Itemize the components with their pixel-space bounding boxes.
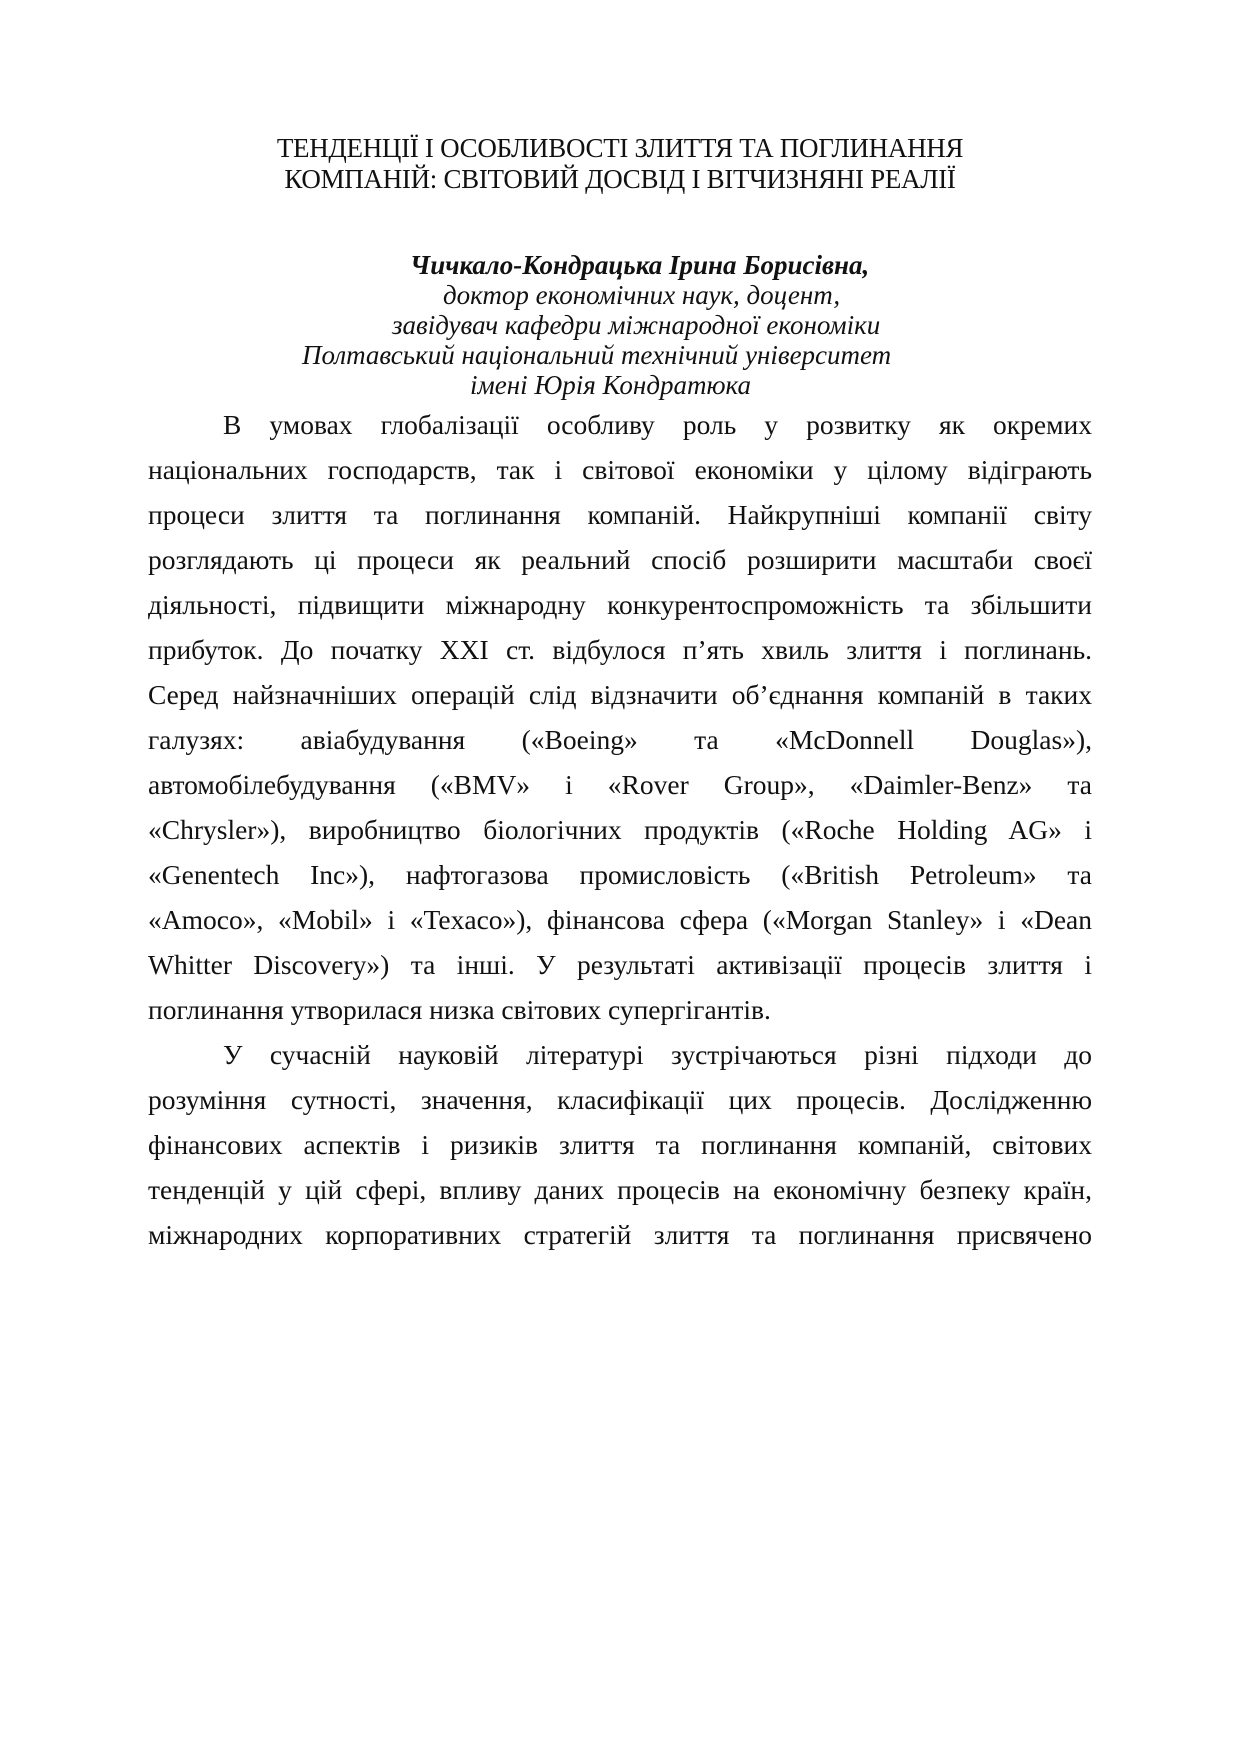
- text-line: розуміння сутності, значення, класифікації цих процесів. Дослідженню: [148, 1084, 1092, 1115]
- text-line: У сучасній науковій літературі зустрічаються різні підходи до: [223, 1039, 1092, 1070]
- text-line: розглядають ці процеси як реальний спосіб розширити масштаби своєї: [148, 544, 1092, 575]
- text-line: галузях: авіабудування («Boeing» та «McDonnell Douglas»),: [148, 724, 1092, 755]
- text-line: діяльності, підвищити міжнародну конкурентоспроможність та збільшити: [148, 589, 1092, 620]
- text-line: фінансових аспектів і ризиків злиття та поглинання компаній, світових: [148, 1129, 1092, 1160]
- text-line: «Genentech Inc»), нафтогазова промисловість («British Petroleum» та: [148, 859, 1092, 890]
- title-line-1: ТЕНДЕНЦІЇ І ОСОБЛИВОСТІ ЗЛИТТЯ ТА ПОГЛИНАННЯ: [276, 133, 964, 163]
- text-line: процеси злиття та поглинання компаній. Найкрупніші компанії світу: [148, 499, 1092, 530]
- author-degree: доктор економічних наук, доцент,: [443, 280, 841, 310]
- text-line: прибуток. До початку XXI ст. відбулося п’ять хвиль злиття і поглинань.: [148, 634, 1092, 665]
- text-line: Серед найзначніших операцій слід відзначити об’єднання компаній в таких: [148, 679, 1092, 710]
- text-line: національних господарств, так і світової економіки у цілому відіграють: [148, 454, 1092, 485]
- paragraph-2: [148, 1032, 1092, 1257]
- paragraph-1: [148, 402, 1092, 1032]
- text-line: «Amoco», «Mobil» і «Texaco»), фінансова сфера («Morgan Stanley» і «Dean: [148, 904, 1092, 935]
- text-line: автомобілебудування («BMV» і «Rover Group», «Daimler-Benz» та: [148, 769, 1092, 800]
- text-line: Whitter Discovery») та інші. У результаті активізації процесів злиття і: [148, 949, 1092, 980]
- document-title: [0, 133, 1240, 195]
- text-line: поглинання утворилася низка світових супергігантів.: [148, 994, 771, 1025]
- text-line: тенденцій у цій сфері, впливу даних процесів на економічну безпеку країн,: [148, 1174, 1092, 1205]
- author-university-name: імені Юрія Кондратюка: [470, 370, 751, 400]
- title-line-2: КОМПАНІЙ: СВІТОВИЙ ДОСВІД І ВІТЧИЗНЯНІ РЕАЛІЇ: [284, 164, 956, 194]
- author-university: Полтавський національний технічний університет: [302, 340, 892, 370]
- author-name: Чичкало-Кондрацька Ірина Борисівна,: [410, 250, 870, 280]
- text-line: «Chrysler»), виробництво біологічних продуктів («Roche Holding AG» і: [148, 814, 1092, 845]
- text-line: В умовах глобалізації особливу роль у розвитку як окремих: [223, 409, 1092, 440]
- author-position: завідувач кафедри міжнародної економіки: [392, 310, 881, 340]
- text-line: міжнародних корпоративних стратегій злиття та поглинання присвячено: [148, 1219, 1092, 1250]
